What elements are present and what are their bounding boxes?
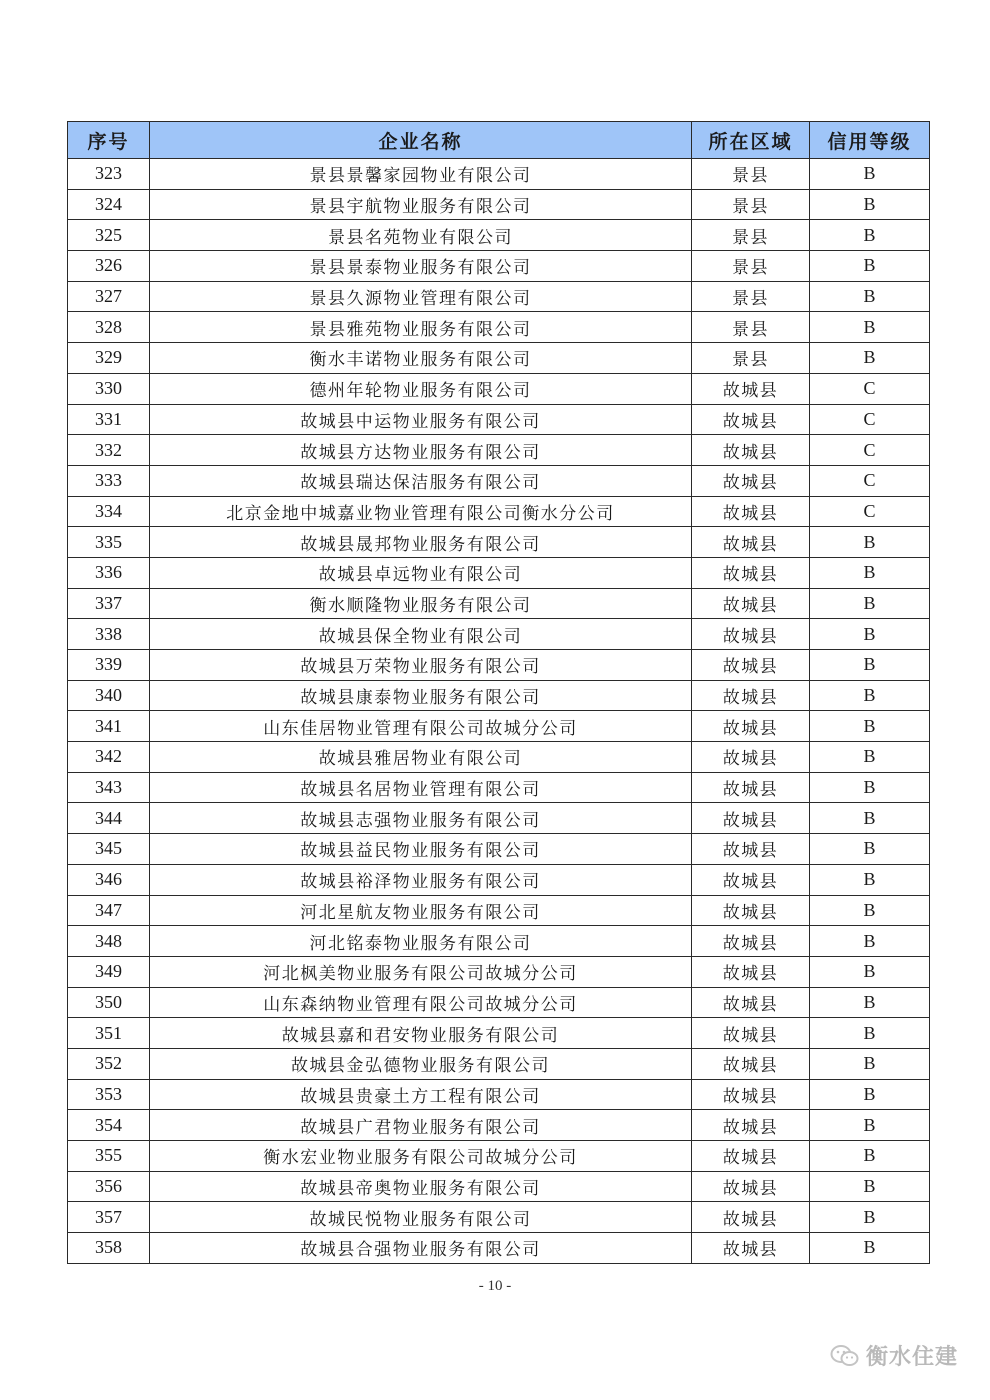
table-row — [68, 343, 930, 374]
cell-serial-number: 335 — [68, 527, 150, 558]
cell-serial-number: 328 — [68, 312, 150, 343]
cell-serial-number: 344 — [68, 803, 150, 834]
table-row — [68, 281, 930, 312]
cell-company-name: 衡水丰诺物业服务有限公司 — [150, 343, 692, 374]
cell-region: 景县 — [692, 312, 810, 343]
cell-company-name: 衡水宏业物业服务有限公司故城分公司 — [150, 1141, 692, 1172]
cell-serial-number: 354 — [68, 1110, 150, 1141]
table-row — [68, 742, 930, 773]
cell-region: 故城县 — [692, 557, 810, 588]
table-row — [68, 159, 930, 190]
watermark — [830, 1340, 958, 1371]
cell-credit-grade: B — [810, 895, 930, 926]
cell-company-name: 衡水顺隆物业服务有限公司 — [150, 588, 692, 619]
cell-region: 故城县 — [692, 680, 810, 711]
table-row — [68, 557, 930, 588]
cell-credit-grade: B — [810, 926, 930, 957]
cell-serial-number: 357 — [68, 1202, 150, 1233]
wechat-icon — [830, 1344, 860, 1368]
table-row — [68, 1141, 930, 1172]
cell-region: 故城县 — [692, 1141, 810, 1172]
cell-serial-number: 351 — [68, 1018, 150, 1049]
cell-company-name: 故城县方达物业服务有限公司 — [150, 435, 692, 466]
cell-company-name: 河北枫美物业服务有限公司故城分公司 — [150, 956, 692, 987]
table-row — [68, 619, 930, 650]
cell-region: 故城县 — [692, 404, 810, 435]
cell-company-name: 河北星航友物业服务有限公司 — [150, 895, 692, 926]
table-row — [68, 1048, 930, 1079]
cell-serial-number: 334 — [68, 496, 150, 527]
cell-credit-grade: B — [810, 281, 930, 312]
cell-credit-grade: B — [810, 1079, 930, 1110]
header-serial-number: 序号 — [68, 122, 150, 159]
cell-company-name: 故城县帝奥物业服务有限公司 — [150, 1171, 692, 1202]
table-row — [68, 956, 930, 987]
cell-serial-number: 342 — [68, 742, 150, 773]
cell-region: 故城县 — [692, 834, 810, 865]
cell-serial-number: 343 — [68, 772, 150, 803]
cell-region: 故城县 — [692, 864, 810, 895]
cell-serial-number: 356 — [68, 1171, 150, 1202]
cell-company-name: 北京金地中城嘉业物业管理有限公司衡水分公司 — [150, 496, 692, 527]
cell-company-name: 故城县金弘德物业服务有限公司 — [150, 1048, 692, 1079]
cell-serial-number: 345 — [68, 834, 150, 865]
table-row — [68, 834, 930, 865]
cell-credit-grade: B — [810, 650, 930, 681]
table-row — [68, 465, 930, 496]
cell-credit-grade: B — [810, 1233, 930, 1264]
cell-credit-grade: B — [810, 803, 930, 834]
cell-company-name: 故城县康泰物业服务有限公司 — [150, 680, 692, 711]
table-row — [68, 1110, 930, 1141]
table-row — [68, 435, 930, 466]
cell-serial-number: 341 — [68, 711, 150, 742]
table-header — [68, 122, 930, 159]
table-row — [68, 373, 930, 404]
cell-credit-grade: B — [810, 772, 930, 803]
cell-credit-grade: B — [810, 711, 930, 742]
cell-company-name: 山东森纳物业管理有限公司故城分公司 — [150, 987, 692, 1018]
table-row — [68, 680, 930, 711]
cell-company-name: 德州年轮物业服务有限公司 — [150, 373, 692, 404]
cell-company-name: 故城民悦物业服务有限公司 — [150, 1202, 692, 1233]
table-row — [68, 1233, 930, 1264]
cell-credit-grade: B — [810, 864, 930, 895]
table-row — [68, 251, 930, 282]
cell-credit-grade: B — [810, 527, 930, 558]
cell-serial-number: 358 — [68, 1233, 150, 1264]
cell-serial-number: 323 — [68, 159, 150, 190]
credit-rating-table — [67, 121, 930, 1264]
cell-region: 景县 — [692, 251, 810, 282]
cell-region: 故城县 — [692, 772, 810, 803]
cell-credit-grade: B — [810, 1048, 930, 1079]
cell-credit-grade: B — [810, 1110, 930, 1141]
table-row — [68, 650, 930, 681]
table-row — [68, 496, 930, 527]
cell-serial-number: 350 — [68, 987, 150, 1018]
cell-credit-grade: B — [810, 588, 930, 619]
cell-serial-number: 355 — [68, 1141, 150, 1172]
cell-company-name: 故城县合强物业服务有限公司 — [150, 1233, 692, 1264]
cell-region: 景县 — [692, 189, 810, 220]
cell-region: 故城县 — [692, 895, 810, 926]
cell-credit-grade: B — [810, 343, 930, 374]
cell-company-name: 故城县益民物业服务有限公司 — [150, 834, 692, 865]
cell-serial-number: 353 — [68, 1079, 150, 1110]
table-row — [68, 1202, 930, 1233]
cell-serial-number: 337 — [68, 588, 150, 619]
table-row — [68, 588, 930, 619]
cell-company-name: 故城县晟邦物业服务有限公司 — [150, 527, 692, 558]
cell-serial-number: 325 — [68, 220, 150, 251]
cell-credit-grade: C — [810, 404, 930, 435]
table-row — [68, 803, 930, 834]
watermark-text: 衡水住建 — [865, 1345, 958, 1370]
cell-company-name: 故城县中运物业服务有限公司 — [150, 404, 692, 435]
cell-company-name: 故城县名居物业管理有限公司 — [150, 772, 692, 803]
cell-serial-number: 352 — [68, 1048, 150, 1079]
cell-region: 故城县 — [692, 527, 810, 558]
table-row — [68, 1079, 930, 1110]
cell-serial-number: 330 — [68, 373, 150, 404]
cell-region: 故城县 — [692, 373, 810, 404]
header-credit-grade: 信用等级 — [810, 122, 930, 159]
cell-region: 故城县 — [692, 742, 810, 773]
cell-region: 故城县 — [692, 1048, 810, 1079]
cell-credit-grade: B — [810, 619, 930, 650]
cell-region: 故城县 — [692, 435, 810, 466]
cell-company-name: 故城县万荣物业服务有限公司 — [150, 650, 692, 681]
cell-company-name: 景县雅苑物业服务有限公司 — [150, 312, 692, 343]
cell-credit-grade: B — [810, 251, 930, 282]
cell-company-name: 景县久源物业管理有限公司 — [150, 281, 692, 312]
cell-credit-grade: B — [810, 987, 930, 1018]
cell-credit-grade: B — [810, 1141, 930, 1172]
cell-serial-number: 331 — [68, 404, 150, 435]
table-row — [68, 312, 930, 343]
cell-serial-number: 347 — [68, 895, 150, 926]
table-row — [68, 895, 930, 926]
header-region: 所在区域 — [692, 122, 810, 159]
cell-region: 景县 — [692, 281, 810, 312]
cell-credit-grade: B — [810, 834, 930, 865]
page-number: - 10 - — [478, 1278, 512, 1294]
cell-region: 故城县 — [692, 588, 810, 619]
cell-serial-number: 332 — [68, 435, 150, 466]
cell-company-name: 景县名苑物业有限公司 — [150, 220, 692, 251]
cell-serial-number: 324 — [68, 189, 150, 220]
cell-credit-grade: C — [810, 465, 930, 496]
cell-company-name: 故城县雅居物业有限公司 — [150, 742, 692, 773]
cell-credit-grade: B — [810, 159, 930, 190]
cell-serial-number: 338 — [68, 619, 150, 650]
cell-company-name: 故城县裕泽物业服务有限公司 — [150, 864, 692, 895]
table-row — [68, 220, 930, 251]
table-row — [68, 1018, 930, 1049]
cell-credit-grade: B — [810, 1202, 930, 1233]
cell-region: 故城县 — [692, 711, 810, 742]
header-company-name: 企业名称 — [150, 122, 692, 159]
cell-region: 故城县 — [692, 1202, 810, 1233]
cell-region: 故城县 — [692, 496, 810, 527]
cell-company-name: 故城县瑞达保洁服务有限公司 — [150, 465, 692, 496]
cell-region: 故城县 — [692, 1110, 810, 1141]
table-row — [68, 987, 930, 1018]
cell-credit-grade: B — [810, 742, 930, 773]
cell-serial-number: 326 — [68, 251, 150, 282]
cell-company-name: 故城县卓远物业有限公司 — [150, 557, 692, 588]
cell-credit-grade: C — [810, 373, 930, 404]
cell-region: 故城县 — [692, 987, 810, 1018]
cell-credit-grade: B — [810, 557, 930, 588]
table-row — [68, 926, 930, 957]
cell-company-name: 故城县志强物业服务有限公司 — [150, 803, 692, 834]
table-row — [68, 189, 930, 220]
cell-company-name: 景县景馨家园物业有限公司 — [150, 159, 692, 190]
cell-region: 故城县 — [692, 926, 810, 957]
cell-serial-number: 340 — [68, 680, 150, 711]
cell-region: 景县 — [692, 159, 810, 190]
header-row — [68, 122, 930, 159]
table-row — [68, 864, 930, 895]
cell-credit-grade: B — [810, 680, 930, 711]
table-body — [68, 159, 930, 1264]
cell-serial-number: 346 — [68, 864, 150, 895]
cell-region: 故城县 — [692, 1171, 810, 1202]
cell-region: 故城县 — [692, 1079, 810, 1110]
cell-serial-number: 327 — [68, 281, 150, 312]
cell-serial-number: 348 — [68, 926, 150, 957]
table-row — [68, 527, 930, 558]
cell-region: 故城县 — [692, 956, 810, 987]
cell-region: 景县 — [692, 220, 810, 251]
cell-region: 故城县 — [692, 465, 810, 496]
cell-company-name: 故城县广君物业服务有限公司 — [150, 1110, 692, 1141]
cell-credit-grade: C — [810, 496, 930, 527]
cell-company-name: 景县宇航物业服务有限公司 — [150, 189, 692, 220]
cell-credit-grade: B — [810, 312, 930, 343]
cell-serial-number: 349 — [68, 956, 150, 987]
cell-serial-number: 339 — [68, 650, 150, 681]
cell-company-name: 河北铭泰物业服务有限公司 — [150, 926, 692, 957]
cell-region: 故城县 — [692, 619, 810, 650]
table-row — [68, 1171, 930, 1202]
cell-serial-number: 329 — [68, 343, 150, 374]
cell-region: 故城县 — [692, 1018, 810, 1049]
cell-credit-grade: B — [810, 189, 930, 220]
table-row — [68, 711, 930, 742]
cell-serial-number: 336 — [68, 557, 150, 588]
cell-credit-grade: C — [810, 435, 930, 466]
cell-credit-grade: B — [810, 1018, 930, 1049]
cell-credit-grade: B — [810, 1171, 930, 1202]
cell-region: 故城县 — [692, 650, 810, 681]
cell-company-name: 故城县贵豪土方工程有限公司 — [150, 1079, 692, 1110]
cell-company-name: 故城县嘉和君安物业服务有限公司 — [150, 1018, 692, 1049]
cell-company-name: 景县景泰物业服务有限公司 — [150, 251, 692, 282]
cell-company-name: 故城县保全物业有限公司 — [150, 619, 692, 650]
cell-region: 故城县 — [692, 1233, 810, 1264]
table-row — [68, 772, 930, 803]
table-row — [68, 404, 930, 435]
cell-region: 景县 — [692, 343, 810, 374]
cell-credit-grade: B — [810, 220, 930, 251]
cell-serial-number: 333 — [68, 465, 150, 496]
cell-region: 故城县 — [692, 803, 810, 834]
cell-credit-grade: B — [810, 956, 930, 987]
cell-company-name: 山东佳居物业管理有限公司故城分公司 — [150, 711, 692, 742]
